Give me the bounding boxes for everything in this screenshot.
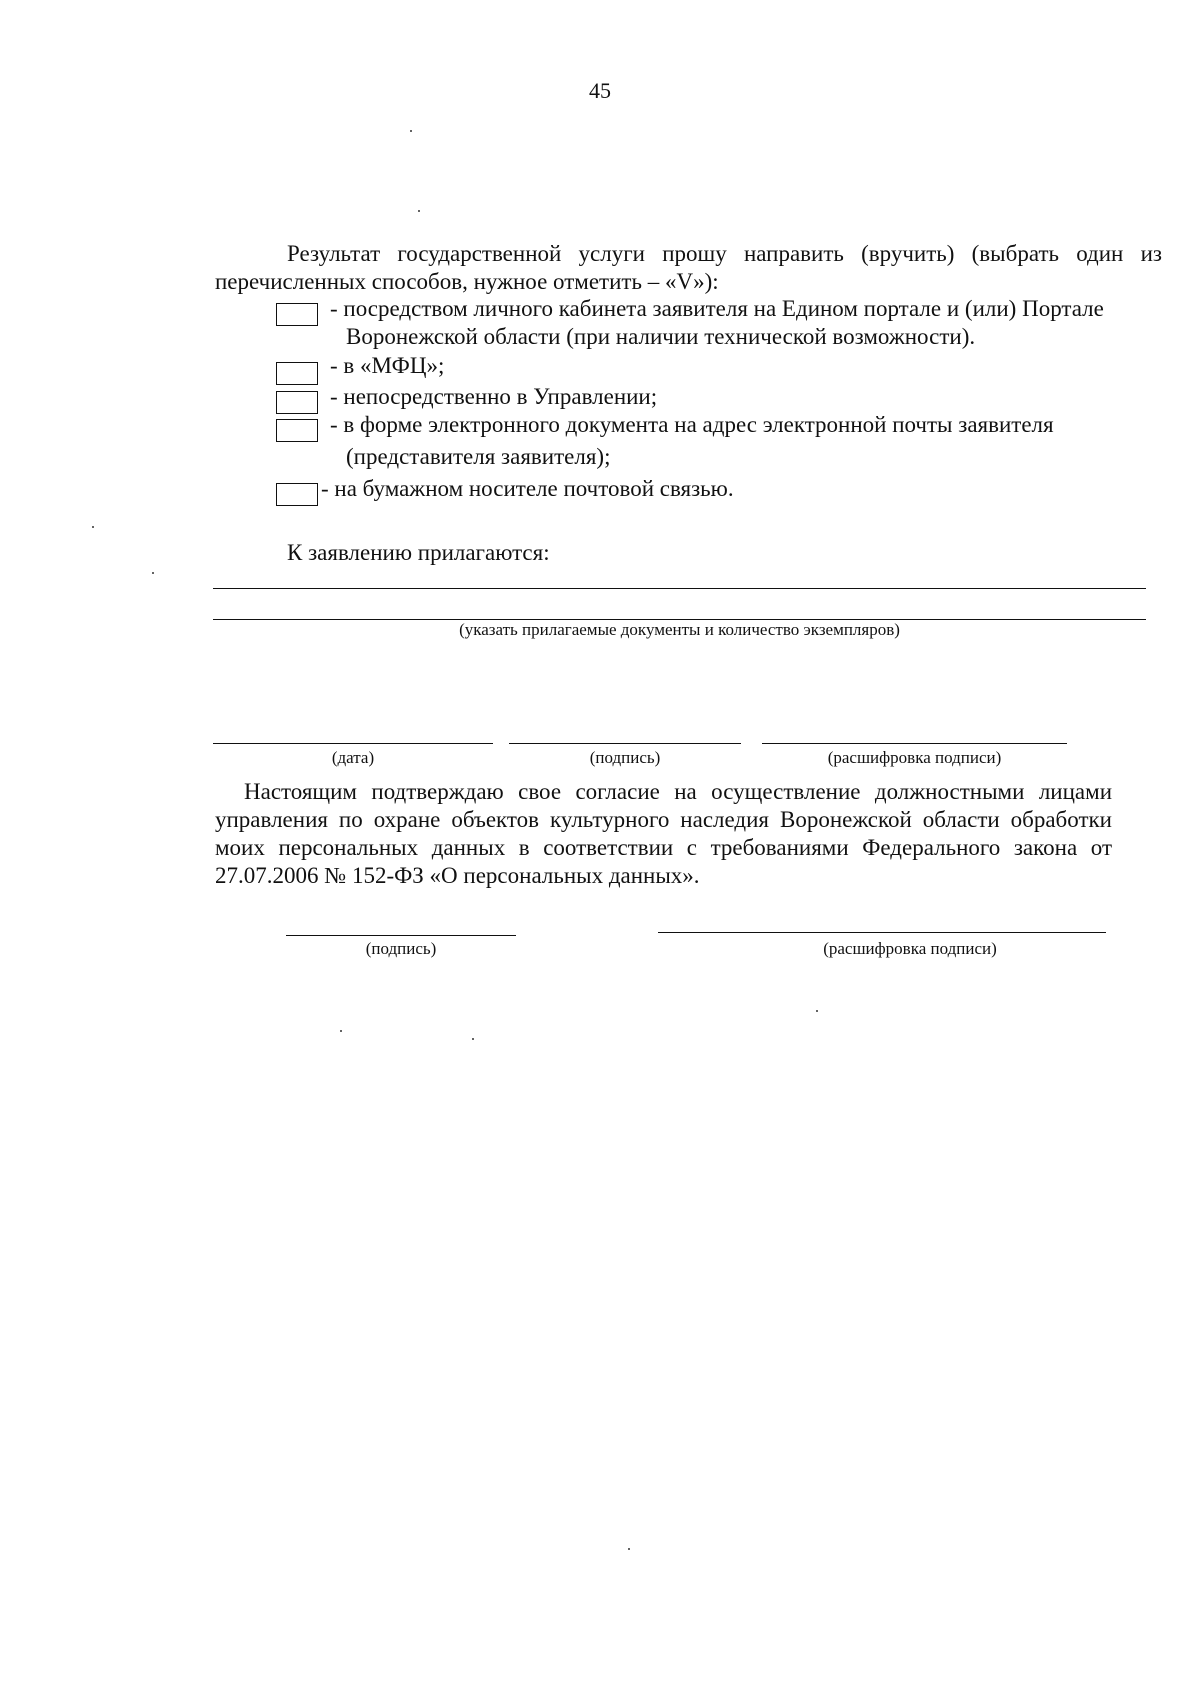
scan-speck — [472, 1038, 474, 1040]
option-post-checkbox[interactable] — [276, 483, 318, 506]
option-email-line-1: - в форме электронного документа на адрес электронной почты заявителя — [330, 412, 1054, 437]
option-email-checkbox[interactable] — [276, 419, 318, 442]
consent-signature-line[interactable] — [286, 935, 516, 936]
consent-signature-caption: (подпись) — [365, 939, 437, 958]
scan-speck — [628, 1548, 630, 1550]
signature-decoding-line[interactable] — [762, 743, 1067, 744]
consent-signature-decoding-line[interactable] — [658, 932, 1106, 933]
scan-speck — [410, 130, 412, 132]
consent-signature-decoding-caption: (расшифровка подписи) — [823, 939, 997, 958]
attachments-caption: (указать прилагаемые документы и количество экземпляров) — [459, 620, 900, 639]
signature-line[interactable] — [509, 743, 741, 744]
signature-caption: (подпись) — [589, 748, 661, 767]
signature-decoding-caption: (расшифровка подписи) — [827, 748, 1002, 767]
consent-line-2: управления по охране объектов культурного наследия Воронежской области обработки — [215, 807, 1112, 832]
page-number: 45 — [589, 78, 611, 103]
option-email-line-2: (представителя заявителя); — [346, 444, 611, 469]
consent-line-1: Настоящим подтверждаю свое согласие на осуществление должностными лицами — [244, 779, 1112, 804]
consent-line-4: 27.07.2006 № 152-ФЗ «О персональных данных». — [215, 863, 700, 888]
delivery-intro-line-1: Результат государственной услуги прошу направить (вручить) (выбрать один из — [287, 241, 1162, 266]
date-caption: (дата) — [331, 748, 375, 767]
scan-speck — [340, 1030, 342, 1032]
delivery-intro-line-2: перечисленных способов, нужное отметить – «V»): — [215, 269, 719, 294]
option-mfc-label: - в «МФЦ»; — [330, 353, 445, 378]
consent-line-3: моих персональных данных в соответствии с требованиями Федерального закона от — [215, 835, 1112, 860]
scan-speck — [418, 210, 420, 212]
attachments-line-1[interactable] — [213, 588, 1146, 589]
scan-speck — [152, 572, 154, 574]
attachments-heading: К заявлению прилагаются: — [287, 540, 550, 565]
option-directorate-label: - непосредственно в Управлении; — [330, 384, 658, 409]
option-personal-account-line-1: - посредством личного кабинета заявителя на Едином портале и (или) Портале — [330, 296, 1104, 321]
option-post-label: - на бумажном носителе почтовой связью. — [321, 476, 734, 501]
option-mfc-checkbox[interactable] — [276, 362, 318, 385]
date-line[interactable] — [213, 743, 493, 744]
scan-speck — [816, 1010, 818, 1012]
option-directorate-checkbox[interactable] — [276, 391, 318, 414]
option-personal-account-checkbox[interactable] — [276, 303, 318, 326]
scan-speck — [92, 526, 94, 528]
option-personal-account-line-2: Воронежской области (при наличии технической возможности). — [346, 324, 976, 349]
